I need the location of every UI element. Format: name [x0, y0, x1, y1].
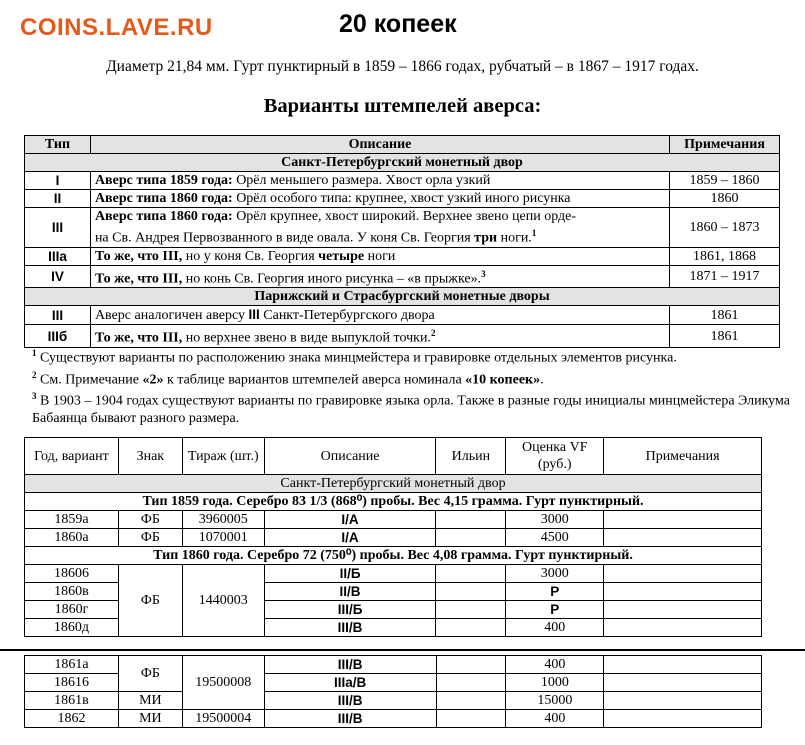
value-cell: Р	[506, 601, 604, 619]
year-cell: 1859а	[25, 511, 119, 529]
year-cell: 1861в	[25, 692, 119, 710]
variant-description: Аверс типа 1860 года: Орёл крупнее, хвост широкий. Верхнее звено цепи орде- на Св. Андрея Первозванного в виде овала. У коня Св. Георгия три ноги.$^1$	[90, 208, 669, 248]
variant-type: IIIб	[25, 325, 91, 348]
year-cell: 1860г	[25, 601, 119, 619]
type-label: Тип 1859 года. Серебро 83 1/3 (868⁰) пробы. Вес 4,15 грамма. Гурт пунктирный.	[25, 493, 762, 511]
notes-cell	[604, 656, 762, 674]
group-label: Санкт-Петербургский монетный двор	[25, 154, 780, 172]
notes-cell	[604, 710, 762, 728]
mint-row	[25, 475, 762, 493]
value-cell: 15000	[506, 692, 604, 710]
ilyin-cell	[436, 565, 506, 583]
variant-type: IIIa	[25, 247, 91, 265]
type-row	[25, 493, 762, 511]
variant-description: То же, что III, но конь Св. Георгия иного рисунка – «в прыжке».$^3$	[90, 265, 669, 288]
value-cell: 1000	[506, 674, 604, 692]
ilyin-cell	[436, 619, 506, 637]
col-header-mintage: Тираж (шт.)	[182, 438, 264, 475]
coin-catalog-table	[24, 437, 762, 637]
variant-type: III	[25, 306, 91, 325]
table-header-row	[25, 136, 780, 154]
footnote-1: $^1$ Существуют варианты по расположению знака минцмейстера и гравировке отдельных элементов рисунка.	[32, 348, 677, 366]
ilyin-cell	[436, 674, 506, 692]
description-cell: II/Б	[264, 565, 436, 583]
notes-cell	[604, 601, 762, 619]
mintage-cell: 1440003	[182, 565, 264, 637]
col-header-mark: Знак	[118, 438, 182, 475]
mintage-cell: 3960005	[182, 511, 264, 529]
mark-cell: ФБ	[118, 511, 182, 529]
table-row	[25, 247, 780, 265]
col-header-description: Описание	[264, 438, 436, 475]
variant-description: То же, что III, но верхнее звено в виде выпуклой точки.$^2$	[90, 325, 669, 348]
group-row	[25, 154, 780, 172]
variant-years: 1860 – 1873	[670, 208, 780, 248]
footnotes	[32, 345, 792, 427]
description-cell: III/B	[264, 710, 436, 728]
value-cell: 4500	[506, 529, 604, 547]
year-cell: 1861а	[25, 656, 119, 674]
ilyin-cell	[436, 511, 506, 529]
variant-years: 1861, 1868	[670, 247, 780, 265]
coin-catalog-table-continued	[24, 655, 762, 728]
description-cell: IIIa/B	[264, 674, 436, 692]
year-cell: 1860а	[25, 529, 119, 547]
table-row	[25, 306, 780, 325]
table-row	[25, 529, 762, 547]
page-separator	[0, 649, 805, 651]
variant-years: 1861	[670, 325, 780, 348]
year-cell: 18606	[25, 565, 119, 583]
mintage-cell: 19500004	[182, 710, 264, 728]
ilyin-cell	[436, 601, 506, 619]
table-row	[25, 265, 780, 288]
table-row	[25, 208, 780, 248]
value-cell: Р	[506, 583, 604, 601]
description-cell: I/A	[264, 511, 436, 529]
col-header-notes: Примечания	[604, 438, 762, 475]
variant-description: Аверс аналогичен аверсу III Санкт-Петербургского двора	[90, 306, 669, 325]
footnote-3: $^3$ В 1903 – 1904 годах существуют варианты по гравировке языка орла. Также в разные годы инициалы минцмейстера Эликума Бабаянца бывают разного размера.	[32, 391, 790, 426]
table-row	[25, 565, 762, 583]
notes-cell	[604, 619, 762, 637]
col-header-description: Описание	[90, 136, 669, 154]
mark-cell: ФБ	[118, 656, 182, 692]
col-header-notes: Примечания	[670, 136, 780, 154]
section-title: Варианты штемпелей аверса:	[263, 95, 542, 117]
table-row	[25, 172, 780, 190]
footnote-2: $^2$ См. Примечание «2» к таблице вариантов штемпелей аверса номинала «10 копеек».	[32, 369, 544, 388]
table-row	[25, 511, 762, 529]
description-cell: II/B	[264, 583, 436, 601]
notes-cell	[604, 565, 762, 583]
value-cell: 400	[506, 710, 604, 728]
notes-cell	[604, 583, 762, 601]
table-header-row	[25, 438, 762, 475]
col-header-year: Год, вариант	[25, 438, 119, 475]
variant-description: Аверс типа 1859 года: Орёл меньшего размера. Хвост орла узкий	[90, 172, 669, 190]
site-logo: COINS.LAVE.RU	[20, 14, 213, 41]
value-cell: 3000	[506, 565, 604, 583]
page-title: 20 копеек	[339, 10, 457, 38]
mint-label: Санкт-Петербургский монетный двор	[25, 475, 762, 493]
mintage-cell: 1070001	[182, 529, 264, 547]
table-row	[25, 656, 762, 674]
value-cell: 400	[506, 656, 604, 674]
coin-description: Диаметр 21,84 мм. Гурт пунктирный в 1859 – 1866 годах, рубчатый – в 1867 – 1917 годах.	[106, 58, 699, 75]
mark-cell: ФБ	[118, 565, 182, 637]
col-header-ilyin: Ильин	[436, 438, 506, 475]
ilyin-cell	[436, 710, 506, 728]
year-cell: 18616	[25, 674, 119, 692]
variant-description: То же, что III, но у коня Св. Георгия четыре ноги	[90, 247, 669, 265]
table-row	[25, 692, 762, 710]
variant-type: I	[25, 172, 91, 190]
mark-cell: МИ	[118, 710, 182, 728]
description-cell: III/B	[264, 692, 436, 710]
ilyin-cell	[436, 583, 506, 601]
year-cell: 1860д	[25, 619, 119, 637]
description-cell: III/B	[264, 656, 436, 674]
notes-cell	[604, 511, 762, 529]
description-cell: III/B	[264, 619, 436, 637]
variant-years: 1871 – 1917	[670, 265, 780, 288]
ilyin-cell	[436, 656, 506, 674]
variant-years: 1861	[670, 306, 780, 325]
type-row	[25, 547, 762, 565]
year-cell: 1860в	[25, 583, 119, 601]
mark-cell: ФБ	[118, 529, 182, 547]
obverse-variants-table	[24, 135, 780, 348]
notes-cell	[604, 692, 762, 710]
value-cell: 400	[506, 619, 604, 637]
type-label: Тип 1860 года. Серебро 72 (750⁰) пробы. Вес 4,08 грамма. Гурт пунктирный.	[25, 547, 762, 565]
description-cell: III/Б	[264, 601, 436, 619]
variant-type: III	[25, 208, 91, 248]
table-row	[25, 710, 762, 728]
notes-cell	[604, 674, 762, 692]
table-row	[25, 190, 780, 208]
variant-description: Аверс типа 1860 года: Орёл особого типа: крупнее, хвост узкий иного рисунка	[90, 190, 669, 208]
description-cell: I/A	[264, 529, 436, 547]
year-cell: 1862	[25, 710, 119, 728]
variant-type: II	[25, 190, 91, 208]
notes-cell	[604, 529, 762, 547]
col-header-type: Тип	[25, 136, 91, 154]
variant-years: 1859 – 1860	[670, 172, 780, 190]
col-header-value: Оценка VF (руб.)	[506, 438, 604, 475]
variant-type: IV	[25, 265, 91, 288]
group-row	[25, 288, 780, 306]
mintage-cell: 19500008	[182, 656, 264, 710]
ilyin-cell	[436, 692, 506, 710]
ilyin-cell	[436, 529, 506, 547]
value-cell: 3000	[506, 511, 604, 529]
group-label: Парижский и Страсбургский монетные дворы	[25, 288, 780, 306]
mark-cell: МИ	[118, 692, 182, 710]
variant-years: 1860	[670, 190, 780, 208]
